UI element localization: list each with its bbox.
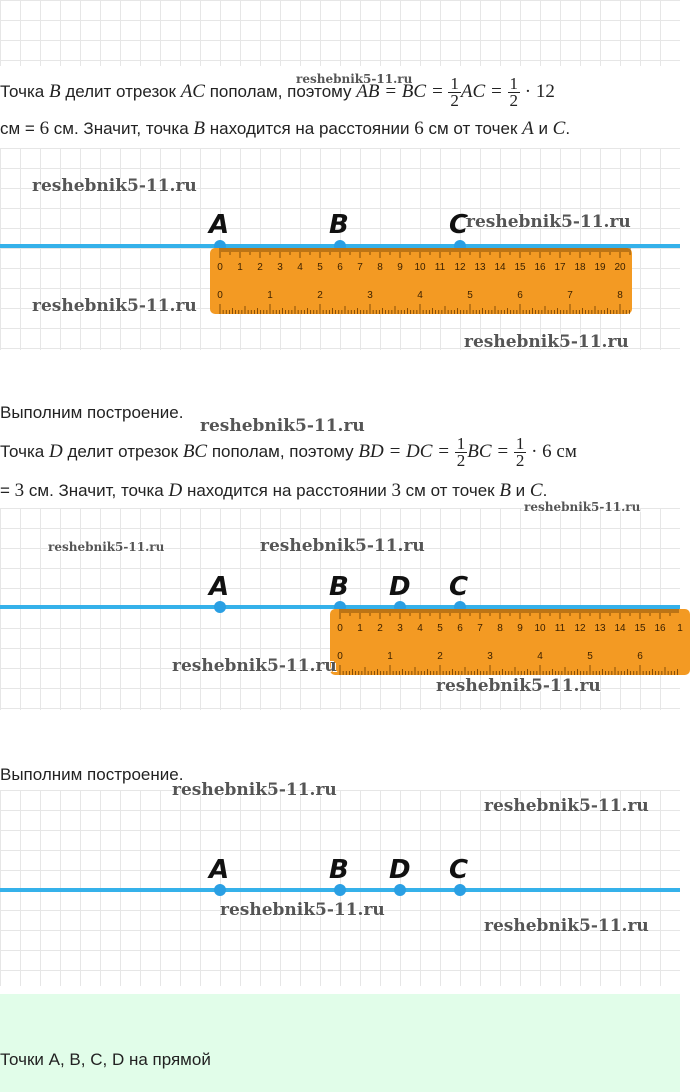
text: и xyxy=(510,481,530,500)
watermark: reshebnik5-11.ru xyxy=(484,916,649,936)
ruler-inch-label: 6 xyxy=(517,290,523,301)
point-b-label: B xyxy=(329,855,349,885)
ruler-cm-label: 5 xyxy=(437,623,443,634)
text: см от точек xyxy=(400,481,500,500)
number: 3 xyxy=(14,480,25,501)
text: находится на расстоянии xyxy=(182,481,392,500)
ruler-2-scale xyxy=(330,609,690,675)
watermark: reshebnik5-11.ru xyxy=(32,296,197,316)
math-var: BC xyxy=(182,441,208,462)
ruler-cm-label: 15 xyxy=(634,623,646,634)
ruler-inch-label: 2 xyxy=(437,651,443,662)
math-var: D xyxy=(48,441,63,462)
ruler-inch-label: 0 xyxy=(217,290,223,301)
math-var: A xyxy=(522,118,534,139)
ruler-cm-label: 14 xyxy=(614,623,626,634)
frac-den: 2 xyxy=(450,91,459,111)
number: 6 xyxy=(414,118,424,139)
point-b-label: B xyxy=(329,572,349,602)
point-d-label: D xyxy=(389,572,411,602)
math-var: AC xyxy=(180,81,205,102)
math-expr: · 6 см xyxy=(531,441,577,462)
ruler-2 xyxy=(330,609,690,675)
ruler-cm-label: 11 xyxy=(434,262,446,273)
point-c-label: C xyxy=(449,572,469,602)
ruler-inch-label: 3 xyxy=(367,290,373,301)
ruler-cm-label: 8 xyxy=(377,262,383,273)
watermark: reshebnik5-11.ru xyxy=(524,500,641,514)
math-expr: BD = DC = xyxy=(358,441,455,462)
ruler-cm-label: 8 xyxy=(497,623,503,634)
ruler-inch-label: 4 xyxy=(537,651,543,662)
text: пополам, поэтому xyxy=(204,82,357,101)
math-var: C xyxy=(529,480,543,501)
top-grid-strip xyxy=(0,0,680,66)
text: см. Значит, точка xyxy=(49,119,194,138)
text: Точка xyxy=(0,82,49,101)
frac-den: 2 xyxy=(456,451,466,471)
fraction xyxy=(508,76,521,109)
point-c-label: C xyxy=(449,210,469,240)
ruler-inch-label: 4 xyxy=(417,290,423,301)
text: см от точек xyxy=(423,119,523,138)
ruler-cm-label: 10 xyxy=(534,623,546,634)
section1-line2 xyxy=(0,118,680,142)
ruler-cm-label: 19 xyxy=(594,262,606,273)
ruler-cm-label: 1 xyxy=(237,262,243,273)
text: см. Значит, точка xyxy=(24,481,169,500)
ruler-cm-label: 2 xyxy=(257,262,263,273)
point-d-label: D xyxy=(389,855,411,885)
point-a-dot xyxy=(214,884,226,896)
point-b-dot xyxy=(334,884,346,896)
ruler-cm-label: 1 xyxy=(677,623,683,634)
watermark: reshebnik5-11.ru xyxy=(484,796,649,816)
frac-den: 2 xyxy=(509,91,519,111)
point-a-dot xyxy=(214,601,226,613)
text: = xyxy=(0,481,15,500)
ruler-cm-label: 9 xyxy=(517,623,523,634)
ruler-cm-label: 7 xyxy=(357,262,363,273)
ruler-inch-label: 0 xyxy=(337,651,343,662)
text: см = xyxy=(0,119,40,138)
ruler-cm-label: 3 xyxy=(397,623,403,634)
text: . xyxy=(565,119,571,138)
math-var: D xyxy=(168,480,183,501)
math-expr: BC = xyxy=(467,441,514,462)
watermark: reshebnik5-11.ru xyxy=(436,676,601,696)
frac-num: 1 xyxy=(515,434,525,454)
text: . xyxy=(542,481,548,500)
ruler-inch-label: 5 xyxy=(467,290,473,301)
watermark: reshebnik5-11.ru xyxy=(172,780,337,800)
ruler-cm-label: 5 xyxy=(317,262,323,273)
ruler-cm-label: 0 xyxy=(337,623,343,634)
watermark: reshebnik5-11.ru xyxy=(172,656,337,676)
math-var: B xyxy=(193,118,205,139)
ruler-cm-label: 11 xyxy=(554,623,566,634)
ruler-cm-label: 9 xyxy=(397,262,403,273)
ruler-cm-label: 15 xyxy=(514,262,526,273)
watermark: reshebnik5-11.ru xyxy=(48,540,165,554)
math-var: C xyxy=(552,118,566,139)
frac-num: 1 xyxy=(509,74,519,94)
fraction xyxy=(448,76,461,109)
text: делит отрезок xyxy=(62,442,183,461)
fraction xyxy=(514,436,527,469)
watermark: reshebnik5-11.ru xyxy=(260,536,425,556)
ruler-cm-label: 20 xyxy=(614,262,626,273)
math-expr: AC = xyxy=(460,81,508,102)
math-var: B xyxy=(499,480,511,501)
ruler-cm-label: 6 xyxy=(337,262,343,273)
section3-heading: Выполним построение. xyxy=(0,764,680,786)
text: пополам, поэтому xyxy=(207,442,359,461)
ruler-inch-label: 6 xyxy=(637,651,643,662)
ruler-cm-label: 12 xyxy=(574,623,586,634)
section2-heading: Выполним построение. xyxy=(0,402,680,424)
watermark: reshebnik5-11.ru xyxy=(32,176,197,196)
ruler-inch-label: 8 xyxy=(617,290,623,301)
ruler-cm-label: 13 xyxy=(474,262,486,273)
ruler-cm-label: 2 xyxy=(377,623,383,634)
ruler-cm-label: 4 xyxy=(297,262,303,273)
ruler-cm-label: 16 xyxy=(654,623,666,634)
point-c-label: C xyxy=(449,855,469,885)
ruler-cm-label: 13 xyxy=(594,623,606,634)
ruler-inch-label: 3 xyxy=(487,651,493,662)
ruler-cm-label: 17 xyxy=(554,262,566,273)
watermark: reshebnik5-11.ru xyxy=(220,900,385,920)
ruler-inch-label: 5 xyxy=(587,651,593,662)
number: 6 xyxy=(39,118,50,139)
frac-num: 1 xyxy=(456,434,466,454)
math-expr: · 12 xyxy=(524,81,555,102)
ruler-cm-label: 1 xyxy=(357,623,363,634)
watermark: reshebnik5-11.ru xyxy=(296,72,413,86)
point-b-label: B xyxy=(329,210,349,240)
ruler-cm-label: 12 xyxy=(454,262,466,273)
text: и xyxy=(533,119,553,138)
ruler-1-scale xyxy=(210,248,632,314)
text: находится на расстоянии xyxy=(205,119,415,138)
text: Точка xyxy=(0,442,49,461)
fraction xyxy=(455,436,468,469)
ruler-1 xyxy=(210,248,632,314)
ruler-inch-label: 7 xyxy=(567,290,573,301)
ruler-cm-label: 4 xyxy=(417,623,423,634)
point-a-label: A xyxy=(209,572,230,602)
text: делит отрезок xyxy=(60,82,181,101)
ruler-inch-label: 1 xyxy=(267,290,273,301)
point-a-label: A xyxy=(209,855,230,885)
ruler-cm-label: 6 xyxy=(457,623,463,634)
answer-box xyxy=(0,994,680,1092)
ruler-cm-label: 7 xyxy=(477,623,483,634)
point-c-dot xyxy=(454,884,466,896)
point-a-label: A xyxy=(209,210,230,240)
ruler-cm-label: 18 xyxy=(574,262,586,273)
watermark: reshebnik5-11.ru xyxy=(200,416,365,436)
ruler-inch-label: 1 xyxy=(387,651,393,662)
ruler-cm-label: 14 xyxy=(494,262,506,273)
watermark: reshebnik5-11.ru xyxy=(466,212,631,232)
point-d-dot xyxy=(394,884,406,896)
section2-line1 xyxy=(0,434,680,471)
number: 3 xyxy=(391,480,401,501)
frac-den: 2 xyxy=(515,451,525,471)
ruler-inch-label: 2 xyxy=(317,290,323,301)
answer-text: Точки A, B, C, D на прямой xyxy=(0,1050,211,1069)
math-expr: AB = BC = xyxy=(356,81,449,102)
ruler-cm-label: 0 xyxy=(217,262,223,273)
ruler-cm-label: 10 xyxy=(414,262,426,273)
watermark: reshebnik5-11.ru xyxy=(464,332,629,352)
frac-num: 1 xyxy=(450,74,459,94)
ruler-cm-label: 16 xyxy=(534,262,546,273)
math-var: B xyxy=(48,81,61,102)
ruler-cm-label: 3 xyxy=(277,262,283,273)
